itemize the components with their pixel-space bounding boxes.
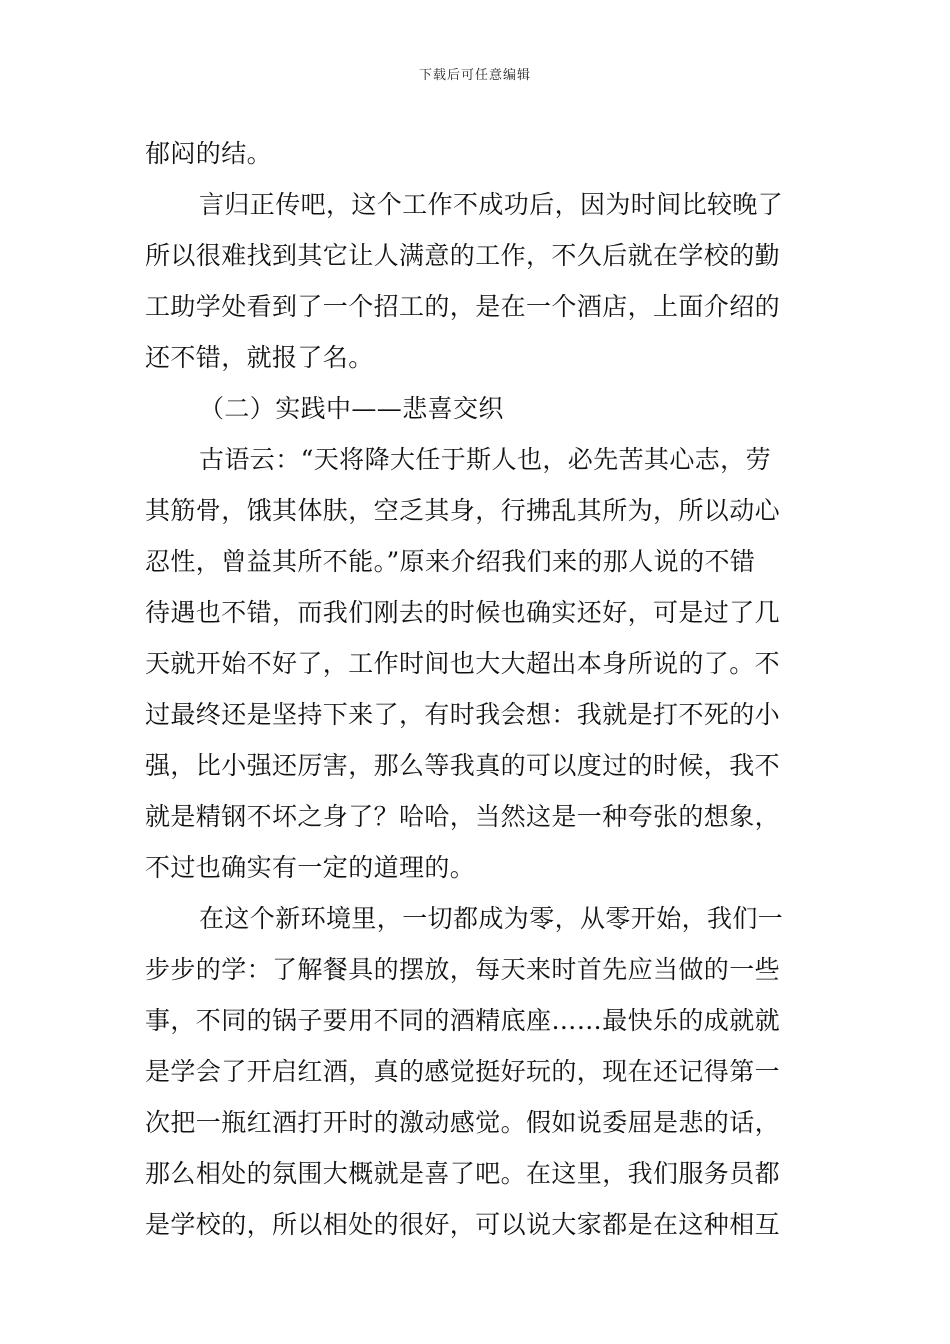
- document-body: [145, 128, 807, 1250]
- text-line: 不过也确实有一定的道理的。: [145, 853, 476, 882]
- text-line: 还不错，就报了名。: [145, 343, 374, 372]
- text-line: 在这个新环境里，一切都成为零，从零开始，我们一: [199, 904, 784, 933]
- section-heading: （二）实践中——悲喜交织: [199, 394, 504, 423]
- text-line: 忍性，曾益其所不能。”原来介绍我们来的那人说的不错: [145, 547, 756, 576]
- text-line: 待遇也不错，而我们刚去的时候也确实还好，可是过了几: [145, 598, 781, 627]
- text-line: 是学校的，所以相处的很好，可以说大家都是在这种相互: [145, 1210, 781, 1239]
- text-line: 就是精钢不坏之身了？哈哈，当然这是一种夸张的想象，: [145, 802, 781, 831]
- text-line: 过最终还是坚持下来了，有时我会想：我就是打不死的小: [145, 700, 781, 729]
- text-line: 郁闷的结。: [145, 139, 273, 168]
- text-line: 古语云：“天将降大任于斯人也，必先苦其心志，劳: [199, 445, 771, 474]
- text-line: 强，比小强还厉害，那么等我真的可以度过的时候，我不: [145, 751, 781, 780]
- text-line: 言归正传吧，这个工作不成功后，因为时间比较晚了: [199, 190, 784, 219]
- text-line: 工助学处看到了一个招工的，是在一个酒店，上面介绍的: [145, 292, 781, 321]
- page-header: 下载后可任意编辑: [418, 68, 531, 83]
- text-line: 天就开始不好了，工作时间也大大超出本身所说的了。不: [145, 649, 781, 678]
- text-line: 所以很难找到其它让人满意的工作，不久后就在学校的勤: [145, 241, 781, 270]
- text-line: 步步的学：了解餐具的摆放，每天来时首先应当做的一些: [145, 955, 781, 984]
- text-line: 其筋骨，饿其体肤，空乏其身，行拂乱其所为，所以动心: [145, 496, 781, 525]
- text-line: 是学会了开启红酒，真的感觉挺好玩的，现在还记得第一: [145, 1057, 781, 1086]
- text-line: 那么相处的氛围大概就是喜了吧。在这里，我们服务员都: [145, 1159, 781, 1188]
- text-line: 次把一瓶红酒打开时的激动感觉。假如说委屈是悲的话，: [145, 1108, 781, 1137]
- text-line: 事，不同的锅子要用不同的酒精底座……最快乐的成就就: [145, 1006, 781, 1035]
